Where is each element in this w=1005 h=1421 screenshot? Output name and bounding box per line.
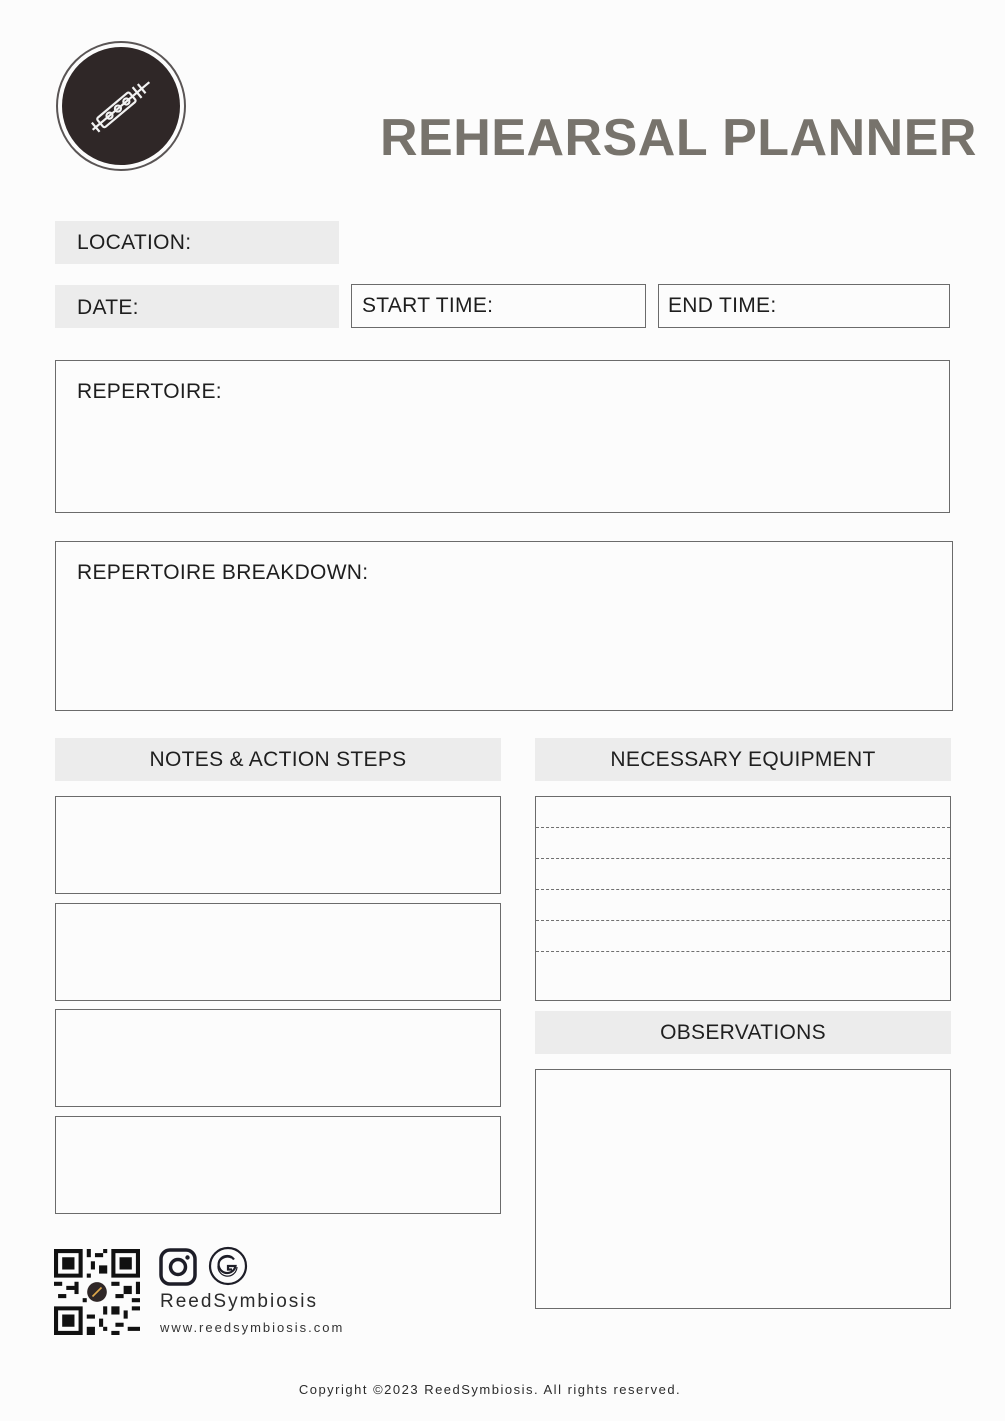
logo bbox=[56, 41, 186, 171]
date-label: DATE: bbox=[77, 296, 139, 319]
website-link[interactable]: www.reedsymbiosis.com bbox=[160, 1320, 345, 1335]
repertoire-label: REPERTOIRE: bbox=[77, 380, 222, 403]
repertoire-breakdown-label: REPERTOIRE BREAKDOWN: bbox=[77, 561, 369, 584]
notes-box-2[interactable] bbox=[55, 903, 501, 1001]
notes-header: NOTES & ACTION STEPS bbox=[55, 738, 501, 781]
date-field[interactable] bbox=[55, 285, 339, 328]
repertoire-breakdown-box[interactable] bbox=[55, 541, 953, 711]
equipment-line bbox=[536, 858, 950, 859]
repertoire-box[interactable] bbox=[55, 360, 950, 513]
notes-box-4[interactable] bbox=[55, 1116, 501, 1214]
observations-box[interactable] bbox=[535, 1069, 951, 1309]
end-time-label: END TIME: bbox=[668, 294, 777, 317]
page-title: REHEARSAL PLANNER bbox=[380, 109, 977, 167]
copyright-text: Copyright ©2023 ReedSymbiosis. All rights reserved. bbox=[298, 1382, 682, 1397]
observations-header: OBSERVATIONS bbox=[535, 1011, 951, 1054]
start-time-field[interactable] bbox=[351, 284, 646, 328]
location-label: LOCATION: bbox=[77, 231, 192, 254]
equipment-line bbox=[536, 920, 950, 921]
equipment-header: NECESSARY EQUIPMENT bbox=[535, 738, 951, 781]
equipment-list[interactable] bbox=[535, 796, 951, 1001]
clarinet-logo-icon bbox=[62, 47, 180, 165]
location-field[interactable] bbox=[55, 221, 339, 264]
equipment-line bbox=[536, 827, 950, 828]
equipment-line bbox=[536, 951, 950, 952]
equipment-line bbox=[536, 889, 950, 890]
brand-name: ReedSymbiosis bbox=[160, 1291, 318, 1312]
end-time-field[interactable] bbox=[658, 284, 950, 328]
start-time-label: START TIME: bbox=[362, 294, 494, 317]
qr-code-icon bbox=[54, 1249, 140, 1335]
notes-box-3[interactable] bbox=[55, 1009, 501, 1107]
instagram-icon[interactable] bbox=[159, 1248, 197, 1286]
threads-icon[interactable] bbox=[208, 1246, 248, 1286]
notes-box-1[interactable] bbox=[55, 796, 501, 894]
